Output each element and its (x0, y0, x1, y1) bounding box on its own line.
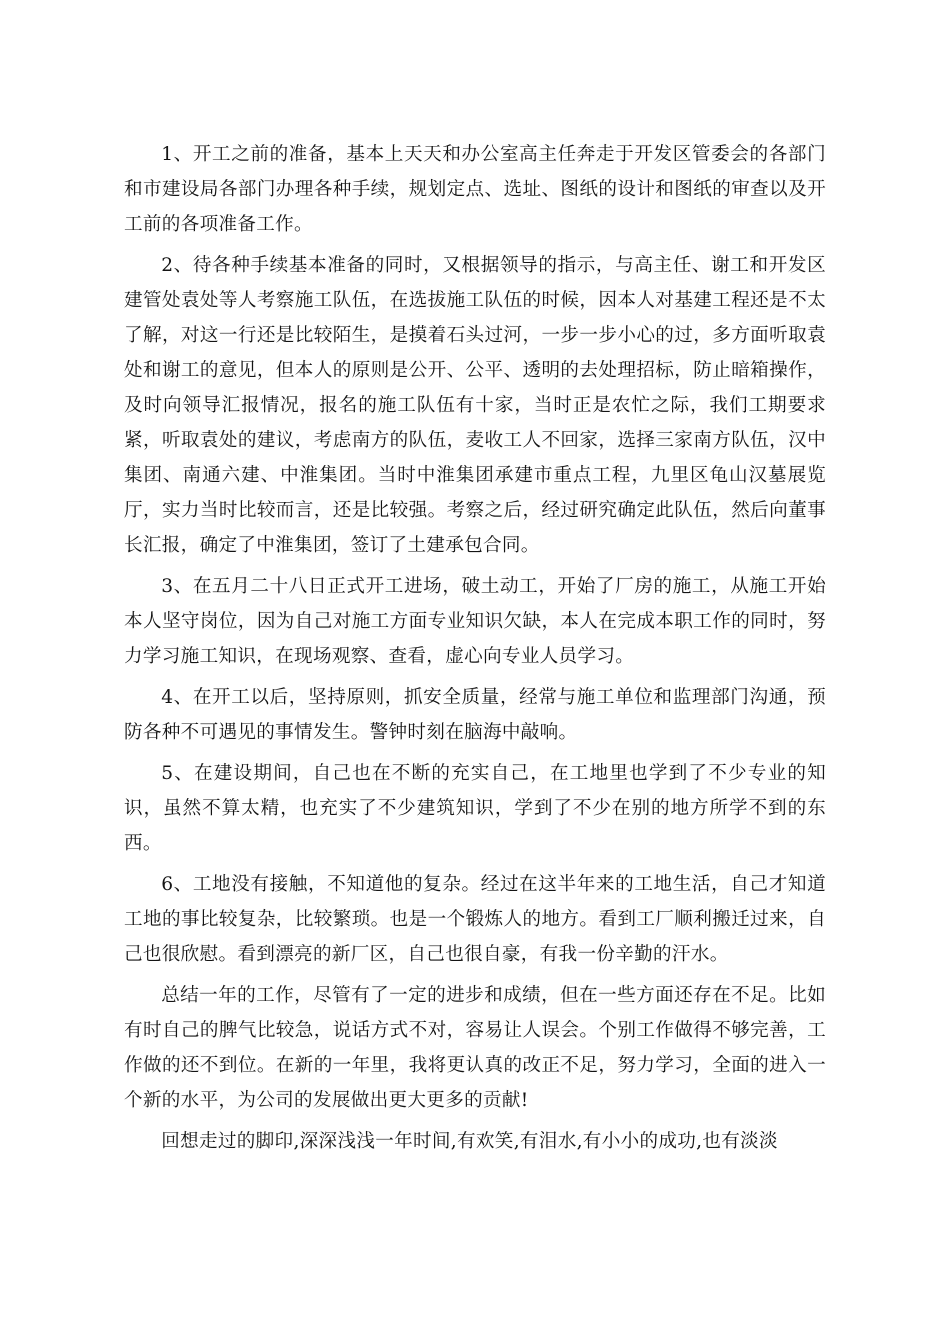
paragraph-1: 1、开工之前的准备，基本上天天和办公室高主任奔走于开发区管委会的各部门和市建设局各部门办理各种手续，规划定点、选址、图纸的设计和图纸的审查以及开工前的各项准备工作。 (124, 144, 826, 235)
paragraph-6: 6、工地没有接触，不知道他的复杂。经过在这半年来的工地生活，自己才知道工地的事比较复杂，比较繁琐。也是一个锻炼人的地方。看到工厂顺利搬迁过来，自己也很欣慰。看到漂亮的新厂区，自己也很自豪，有我一份辛勤的汗水。 (124, 874, 826, 965)
paragraph-2: 2、待各种手续基本准备的同时，又根据领导的指示，与高主任、谢工和开发区建管处袁处等人考察施工队伍，在选拔施工队伍的时候，因本人对基建工程还是不太了解，对这一行还是比较陌生，是摸着石头过河，一步一步小心的过，多方面听取袁处和谢工的意见，但本人的原则是公开、公平、透明的去处理招标，防止暗箱操作，及时向领导汇报情况，报名的施工队伍有十家，当时正是农忙之际，我们工期要求紧，听取袁处的建议，考虑南方的队伍，麦收工人不回家，选择三家南方队伍，汉中集团、南通六建、中淮集团。当时中淮集团承建市重点工程，九里区龟山汉墓展览厅，实力当时比较而言，还是比较强。考察之后，经过研究确定此队伍，然后向董事长汇报，确定了中淮集团，签订了土建承包合同。 (124, 255, 826, 556)
paragraph-3: 3、在五月二十八日正式开工进场，破土动工，开始了厂房的施工，从施工开始本人坚守岗位，因为自己对施工方面专业知识欠缺，本人在完成本职工作的同时，努力学习施工知识，在现场观察、查看，虚心向专业人员学习。 (124, 576, 826, 667)
document-body (124, 137, 826, 1165)
paragraph-summary: 总结一年的工作，尽管有了一定的进步和成绩，但在一些方面还存在不足。比如有时自己的脾气比较急，说话方式不对，容易让人误会。个别工作做得不够完善，工作做的还不到位。在新的一年里，我将更认真的改正不足，努力学习，全面的进入一个新的水平，为公司的发展做出更大更多的贡献! (124, 985, 826, 1111)
paragraph-reflection: 回想走过的脚印,深深浅浅一年时间,有欢笑,有泪水,有小小的成功,也有淡淡 (161, 1131, 778, 1152)
paragraph-4: 4、在开工以后，坚持原则，抓安全质量，经常与施工单位和监理部门沟通，预防各种不可遇见的事情发生。警钟时刻在脑海中敲响。 (124, 687, 826, 743)
paragraph-5: 5、在建设期间，自己也在不断的充实自己，在工地里也学到了不少专业的知识，虽然不算太精，也充实了不少建筑知识，学到了不少在别的地方所学不到的东西。 (124, 763, 826, 854)
